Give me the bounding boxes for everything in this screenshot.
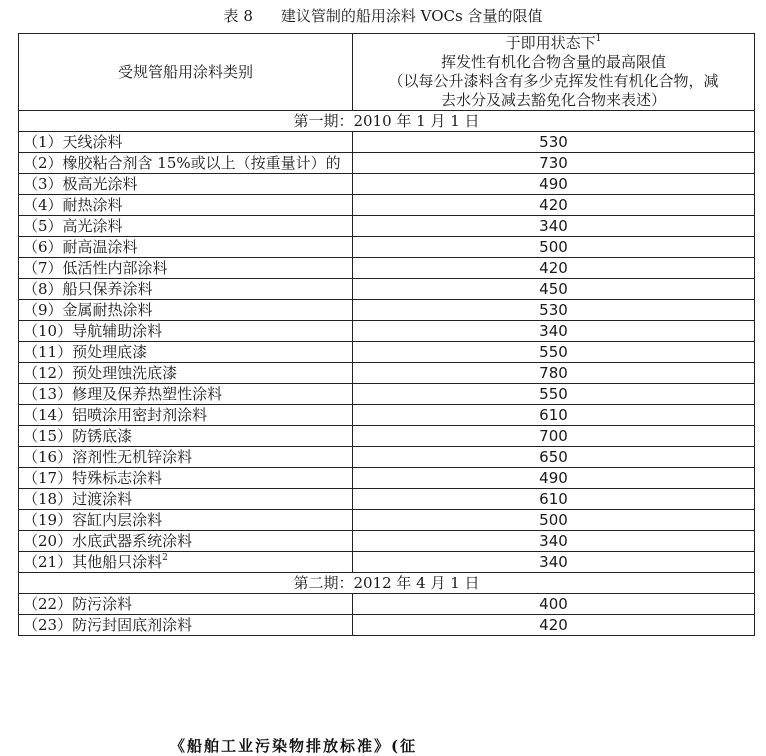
table-row [19, 342, 755, 363]
table-row [19, 195, 755, 216]
limit-value-cell: 400 [353, 594, 755, 615]
table-row [19, 426, 755, 447]
limit-value-cell: 490 [353, 174, 755, 195]
table-row [19, 321, 755, 342]
category-text: （2）橡胶粘合剂含 15%或以上（按重量计）的 [23, 154, 341, 172]
category-cell [19, 237, 353, 258]
table-row [19, 531, 755, 552]
category-cell [19, 174, 353, 195]
category-cell [19, 153, 353, 174]
limit-value-cell: 730 [353, 153, 755, 174]
footnote-marker: 1 [595, 34, 602, 44]
table-row [19, 405, 755, 426]
table-row [19, 237, 755, 258]
table-row [19, 447, 755, 468]
category-cell [19, 258, 353, 279]
limit-value-cell: 450 [353, 279, 755, 300]
category-cell [19, 552, 353, 573]
header-category: 受规管船用涂料类别 [19, 34, 353, 111]
category-cell [19, 405, 353, 426]
category-text: （8）船只保养涂料 [23, 279, 153, 298]
phase-label: 第二期：2012 年 4 月 1 日 [19, 573, 755, 594]
category-cell [19, 132, 353, 153]
category-cell [19, 363, 353, 384]
category-cell [19, 447, 353, 468]
limit-value-cell: 550 [353, 342, 755, 363]
table-row [19, 468, 755, 489]
category-text: （20）水底武器系统涂料 [23, 531, 193, 550]
category-text: （9）金属耐热涂料 [23, 300, 153, 319]
category-cell [19, 321, 353, 342]
table-row [19, 489, 755, 510]
category-text: （18）过渡涂料 [23, 489, 133, 508]
table-row [19, 300, 755, 321]
limit-value-cell: 530 [353, 132, 755, 153]
table-header-row [19, 34, 755, 111]
phase-row [19, 573, 755, 594]
category-cell [19, 510, 353, 531]
table-row [19, 216, 755, 237]
category-cell [19, 531, 353, 552]
header-limit-line1: 于即用状态下$^1$ [505, 34, 602, 52]
table-row [19, 363, 755, 384]
header-limit-line4: 去水分及减去豁免化合物来表述） [440, 91, 666, 109]
category-text: （19）容缸内层涂料 [23, 510, 163, 529]
category-text: （12）预处理蚀洗底漆 [23, 363, 178, 382]
limit-value-cell: 530 [353, 300, 755, 321]
category-text: （17）特殊标志涂料 [23, 468, 163, 487]
category-text: （14）铝喷涂用密封剂涂料 [23, 405, 208, 424]
table-caption [0, 6, 766, 26]
header-limit-line3: （以每公升漆料含有多少克挥发性有机化合物，减 [388, 72, 719, 90]
limit-value-cell: 340 [353, 552, 755, 573]
category-text: （4）耐热涂料 [23, 195, 123, 214]
table-number: 表 8 [223, 7, 253, 25]
category-text: （11）预处理底漆 [23, 342, 148, 361]
voc-limits-table [18, 33, 755, 636]
limit-value-cell: 650 [353, 447, 755, 468]
table-row [19, 132, 755, 153]
limit-value-cell: 340 [353, 216, 755, 237]
phase-row [19, 111, 755, 132]
table-row [19, 174, 755, 195]
limit-value-cell: 700 [353, 426, 755, 447]
table-row [19, 552, 755, 573]
limit-value-cell: 420 [353, 258, 755, 279]
table-row [19, 279, 755, 300]
category-cell [19, 384, 353, 405]
category-text: （16）溶剂性无机锌涂料 [23, 447, 193, 466]
footnote-marker: 2 [162, 552, 168, 563]
table-row [19, 594, 755, 615]
category-cell [19, 468, 353, 489]
limit-value-cell: 610 [353, 489, 755, 510]
limit-value-cell: 500 [353, 237, 755, 258]
category-cell [19, 300, 353, 321]
category-cell [19, 489, 353, 510]
header-limit [353, 34, 755, 111]
limit-value-cell: 780 [353, 363, 755, 384]
category-text: （5）高光涂料 [23, 216, 123, 235]
category-text: （23）防污封固底剂涂料 [23, 615, 193, 634]
category-text: （21）其他船只涂料 [23, 552, 163, 571]
limit-value-cell: 610 [353, 405, 755, 426]
category-cell [19, 594, 353, 615]
table-row [19, 258, 755, 279]
header-limit-line2: 挥发性有机化合物含量的最高限值 [440, 53, 666, 71]
category-cell [19, 342, 353, 363]
category-cell [19, 216, 353, 237]
category-cell [19, 195, 353, 216]
category-cell [19, 615, 353, 636]
category-cell [19, 426, 353, 447]
table-row [19, 153, 755, 174]
category-text: （1）天线涂料 [23, 132, 123, 151]
category-text: （6）耐高温涂料 [23, 237, 138, 256]
category-text: （22）防污涂料 [23, 594, 133, 613]
category-text: （3）极高光涂料 [23, 174, 138, 193]
category-text: （13）修理及保养热塑性涂料 [23, 384, 223, 403]
category-text: （7）低活性内部涂料 [23, 258, 168, 277]
table-row [19, 615, 755, 636]
phase-label: 第一期：2010 年 1 月 1 日 [19, 111, 755, 132]
table-row [19, 510, 755, 531]
table-title: 建议管制的船用涂料 VOCs 含量的限值 [280, 7, 543, 25]
category-cell [19, 279, 353, 300]
limit-value-cell: 420 [353, 195, 755, 216]
limit-value-cell: 340 [353, 321, 755, 342]
limit-value-cell: 340 [353, 531, 755, 552]
limit-value-cell: 550 [353, 384, 755, 405]
table-row [19, 384, 755, 405]
category-text: （10）导航辅助涂料 [23, 321, 163, 340]
limit-value-cell: 420 [353, 615, 755, 636]
next-heading-fragment: 《船舶工业污染物排放标准》(征 [170, 737, 418, 755]
limit-value-cell: 500 [353, 510, 755, 531]
limit-value-cell: 490 [353, 468, 755, 489]
category-text: （15）防锈底漆 [23, 426, 133, 445]
